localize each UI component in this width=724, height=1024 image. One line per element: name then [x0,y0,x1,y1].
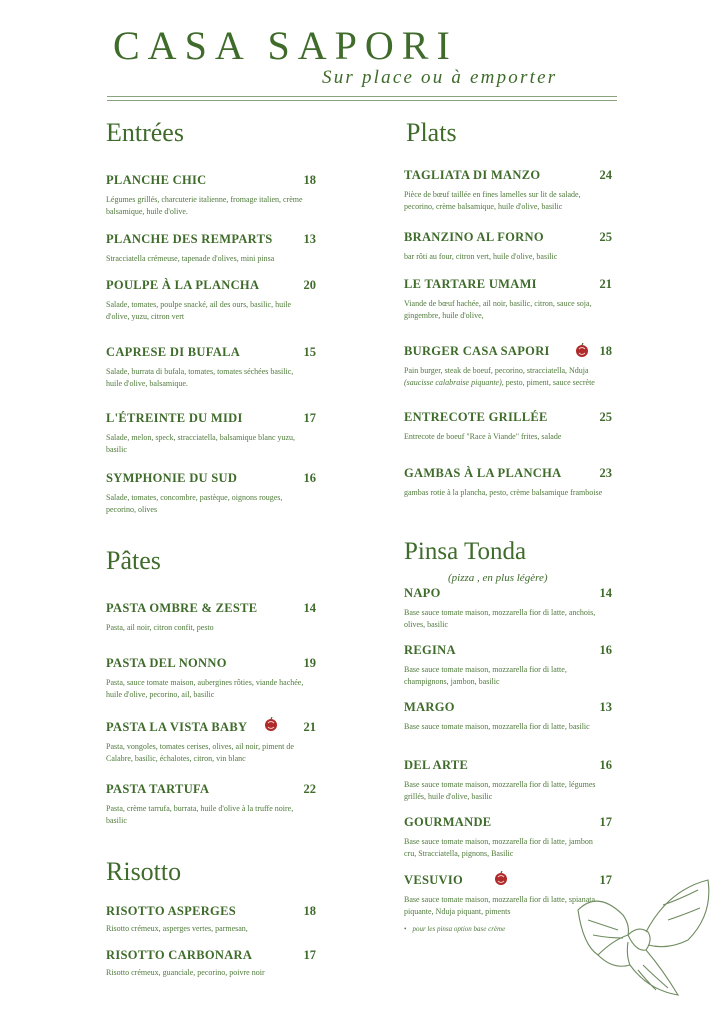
menu-item [106,782,316,826]
menu-item [106,948,316,979]
item-description: Pasta, vongoles, tomates cerises, olives, ail noir, piment de Calabre, basilic, échalotes, citron, vin blanc [106,742,294,763]
item-description [404,365,604,388]
restaurant-tagline: Sur place ou à emporter [322,67,558,88]
menu-item [106,278,316,322]
item-name: RISOTTO ASPERGES [106,904,236,918]
item-price: 14 [599,586,612,600]
chili-pepper-icon [493,871,509,887]
menu-item [106,720,316,764]
menu-item [404,410,612,443]
item-name: GOURMANDE [404,815,492,829]
menu-item [404,586,612,630]
item-price: 13 [303,232,316,246]
pinsa-cream-base-note: • pour les pinsa option base crème [404,925,505,933]
item-description: Légumes grillés, charcuterie italienne, fromage italien, crème balsamique, huile d'olive. [106,195,303,216]
item-price: 14 [303,601,316,615]
item-description: Salade, burrata di bufala, tomates, tomates séchées basilic, huile d'olive, balsamique. [106,367,294,388]
item-name: POULPE À LA PLANCHA [106,278,260,292]
item-name: PASTA TARTUFA [106,782,210,796]
section-title-risotto: Risotto [106,857,182,886]
item-name: PASTA OMBRE & ZESTE [106,601,258,615]
item-name: ENTRECOTE GRILLÉE [404,410,548,424]
menu-item [106,471,316,515]
farfalle-pasta-illustration [568,870,718,1000]
item-name: PLANCHE CHIC [106,173,207,187]
item-description: Base sauce tomate maison, mozzarella fior di latte, jambon cru, Stracciatella, pignons, Basilic [404,837,593,858]
item-name: CAPRESE DI BUFALA [106,345,241,359]
desc-italic: (saucisse calabraise piquante) [404,377,502,387]
item-description: Base sauce tomate maison, mozzarella fior di latte, spianata piquante, Nduja piquant, piments [404,895,596,916]
item-price: 24 [599,168,612,182]
item-description: Base sauce tomate maison, mozzarella fior di latte, anchois, olives, basilic [404,608,596,629]
item-price: 22 [303,782,316,796]
desc-tail: , pesto, piment, sauce secrète [501,377,595,387]
menu-item [106,411,316,455]
item-name: VESUVIO [404,873,464,887]
item-description: Base sauce tomate maison, mozzarella fior di latte, basilic [404,722,590,731]
section-title-pates: Pâtes [106,546,161,575]
item-name: NAPO [404,586,441,600]
item-description: Salade, melon, speck, stracciatella, balsamique blanc yuzu, basilic [106,433,296,454]
header-divider-bottom [107,100,617,101]
item-name: DEL ARTE [404,758,469,772]
chili-pepper-icon [263,717,279,733]
menu-item [106,904,316,935]
item-price: 18 [303,173,316,187]
menu-item [106,345,316,389]
chili-pepper-icon [574,343,590,359]
item-name: L'ÉTREINTE DU MIDI [106,411,243,425]
menu-item [106,601,316,634]
item-description: Risotto crémeux, guanciale, pecorino, poivre noir [106,968,265,977]
item-name: BURGER CASA SAPORI [404,344,550,358]
item-description: Risotto crémeux, asperges vertes, parmesan, [106,924,248,933]
item-name: PLANCHE DES REMPARTS [106,232,273,246]
item-description: Base sauce tomate maison, mozzarella fior di latte, champignons, jambon, basilic [404,665,567,686]
section-title-pinsa: Pinsa Tonda [404,538,527,565]
item-price: 16 [303,471,316,485]
menu-item [404,466,612,499]
menu-item [404,758,612,802]
desc-main: Pain burger, steak de boeuf, pecorino, stracciatella, Nduja [404,366,589,375]
pinsa-subtitle: (pizza , en plus légère) [448,572,548,584]
item-price: 17 [303,948,316,962]
section-title-plats: Plats [406,118,457,147]
item-price: 16 [599,758,612,772]
item-name: LE TARTARE UMAMI [404,277,537,291]
item-price: 17 [303,411,316,425]
item-name: MARGO [404,700,455,714]
item-description: Pièce de bœuf taillée en fines lamelles sur lit de salade, pecorino, crème balsamique, huile d'olive, basilic [404,190,581,211]
item-description: Viande de bœuf hachée, ail noir, basilic, citron, sauce soja, gingembre, huile d'olive, [404,299,592,320]
menu-item [106,232,316,265]
item-price: 18 [303,904,316,918]
menu-item [404,168,612,212]
item-price: 21 [599,277,612,291]
item-name: REGINA [404,643,456,657]
item-price: 21 [303,720,316,734]
item-price: 19 [303,656,316,670]
item-name: BRANZINO AL FORNO [404,230,544,244]
menu-item [404,643,612,687]
item-price: 15 [303,345,316,359]
menu-item [404,277,612,321]
item-name: PASTA DEL NONNO [106,656,227,670]
item-description: Stracciatella crémeuse, tapenade d'olives, mini pinsa [106,254,275,263]
item-description: Pasta, ail noir, citron confit, pesto [106,623,214,632]
item-description: Salade, tomates, concombre, pastèque, oignons rouges, pecorino, olives [106,493,283,514]
item-description: Base sauce tomate maison, mozzarella fior di latte, légumes grillés, huile d'olive, basilic [404,780,596,801]
item-price: 16 [599,643,612,657]
item-price: 17 [599,815,612,829]
menu-item [106,173,316,217]
item-description: Pasta, sauce tomate maison, aubergines rôties, viande hachée, huile d'olive, pecorino, ail, basilic [106,678,304,699]
header-divider-top [107,96,617,97]
item-name: RISOTTO CARBONARA [106,948,253,962]
item-price: 18 [599,344,612,358]
restaurant-name: CASA SAPORI [113,23,458,68]
item-price: 20 [303,278,316,292]
item-description: Pasta, crème tarrufa, burrata, huile d'olive à la truffe noire, basilic [106,804,294,825]
item-name: GAMBAS À LA PLANCHA [404,466,562,480]
item-name: SYMPHONIE DU SUD [106,471,238,485]
item-price: 23 [599,466,612,480]
menu-item [404,230,612,263]
item-name: TAGLIATA DI MANZO [404,168,541,182]
item-description: gambas rotie à la plancha, pesto, crème balsamique framboise [404,488,603,497]
item-price: 25 [599,410,612,424]
item-price: 25 [599,230,612,244]
item-description: bar rôti au four, citron vert, huile d'olive, basilic [404,252,558,261]
item-description: Salade, tomates, poulpe snacké, ail des ours, basilic, huile d'olive, yuzu, citron vert [106,300,292,321]
item-price: 17 [599,873,612,887]
menu-item [106,656,316,700]
item-name: PASTA LA VISTA BABY [106,720,248,734]
section-title-entrees: Entrées [106,118,184,147]
item-price: 13 [599,700,612,714]
menu-item [404,700,612,733]
item-description: Entrecote de boeuf "Race à Viande" frites, salade [404,432,562,441]
menu-item [404,815,612,859]
